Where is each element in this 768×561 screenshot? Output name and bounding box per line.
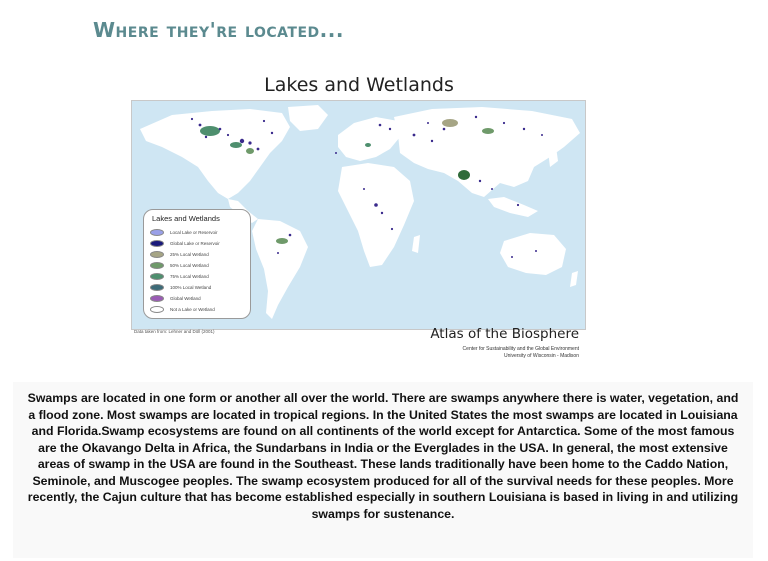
legend-item xyxy=(150,227,244,238)
atlas-university: University of Wisconsin - Madison xyxy=(503,353,579,359)
slide-title: Where they're located... xyxy=(93,18,344,42)
legend-label: 25% Local Wetland xyxy=(170,252,209,257)
legend-label: 75% Local Wetland xyxy=(170,274,209,279)
legend-item xyxy=(150,293,244,304)
legend-item xyxy=(150,271,244,282)
world-map xyxy=(131,100,586,330)
legend-swatch xyxy=(150,273,164,280)
legend-swatch xyxy=(150,284,164,291)
legend-label: Global Lake or Reservoir xyxy=(170,241,220,246)
legend-label: Global Wetland xyxy=(170,296,201,301)
map-figure xyxy=(131,70,587,364)
legend-title: Lakes and Wetlands xyxy=(152,214,220,223)
legend-item xyxy=(150,249,244,260)
legend-label: Not a Lake or Wetland xyxy=(170,307,215,312)
legend-swatch xyxy=(150,262,164,269)
atlas-affiliation: Center for Sustainability and the Global Environment xyxy=(462,346,579,352)
legend-item xyxy=(150,260,244,271)
legend-swatch xyxy=(150,306,164,313)
legend-swatch xyxy=(150,295,164,302)
body-paragraph: Swamps are located in one form or another all over the world. There are swamps anywhere there is water, vegetation, and a flood zone. Most swamps are located in tropical regions. In the United States the most swamps are located in Louisiana and Florida.Swamp ecosystems are found on all continents of the world except for Antarctica. Some of the most famous are the Okavango Delta in Africa, the Sundarbans in India or the Everglades in the USA. In general, the most extensive areas of swamp in the USA are found in the Southeast. These lands traditionally have been home to the Caddo Nation, Seminole, and Muscogee peoples. The swamp ecosystem produced for all of the survival needs for these peoples. More recently, the Cajun culture that has become established especially in southern Louisiana is based in living in and utilizing swamps for sustenance. xyxy=(27,391,739,521)
legend-label: Local Lake or Reservoir xyxy=(170,230,218,235)
legend-swatch xyxy=(150,240,164,247)
atlas-title: Atlas of the Biosphere xyxy=(430,326,579,342)
map-legend xyxy=(143,209,251,319)
legend-item xyxy=(150,238,244,249)
legend-swatch xyxy=(150,251,164,258)
legend-item xyxy=(150,304,244,315)
source-note: Data taken from: Lehner and Döll (2001) xyxy=(134,329,215,334)
legend-label: 100% Local Wetland xyxy=(170,285,212,290)
legend-swatch xyxy=(150,229,164,236)
body-text-box xyxy=(13,382,753,558)
legend-item xyxy=(150,282,244,293)
legend-label: 50% Local Wetland xyxy=(170,263,209,268)
map-title: Lakes and Wetlands xyxy=(264,74,454,96)
